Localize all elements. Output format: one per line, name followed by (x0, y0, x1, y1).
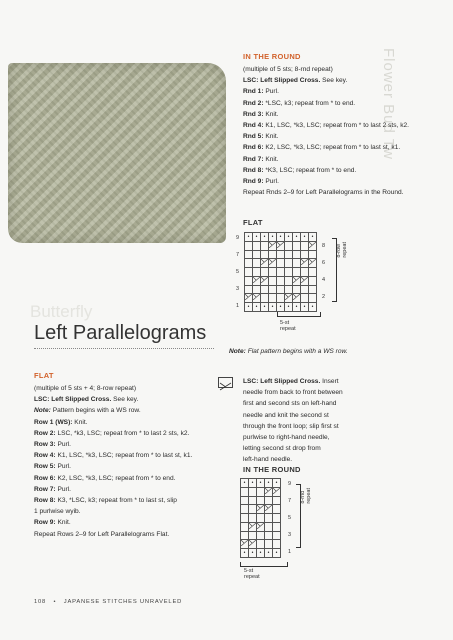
chart-cell (273, 522, 281, 531)
round-text: Knit. (263, 155, 279, 163)
flat-label: Row 2: (34, 429, 56, 437)
round-text: Repeat Rnds 2–9 for Left Parallelograms in the Round. (243, 189, 404, 197)
round-chart-heading: IN THE ROUND (243, 465, 301, 474)
round-label: Rnd 6: (243, 144, 264, 152)
flat-text: K2, LSC, *k3, LSC; repeat from * to end. (55, 474, 176, 482)
flat-label: Row 8: (34, 497, 56, 505)
chart-cell (285, 276, 293, 285)
flat-line (34, 529, 224, 540)
flat-text: Purl. (55, 441, 72, 449)
key-line: purlwise to right-hand needle, (243, 434, 330, 442)
chart-cell (245, 241, 253, 250)
lsc-cell-icon (309, 259, 317, 268)
flat-text: Purl. (55, 485, 72, 493)
chart-cell (249, 496, 257, 505)
round-heading: IN THE ROUND (243, 52, 301, 61)
rnd-num: 7 (288, 498, 292, 504)
lsc-cell-icon (249, 522, 257, 531)
round-text: K1, LSC, *k3, LSC; repeat from * to last 2 sts, k2. (263, 122, 410, 130)
chart-cell (273, 531, 281, 540)
round-line (243, 86, 448, 97)
chart-cell (249, 514, 257, 523)
chart-cell (245, 250, 253, 259)
chart-cell (265, 522, 273, 531)
chart-cell: • (269, 233, 277, 242)
chart-cell (285, 259, 293, 268)
lsc-cell-icon (257, 505, 265, 514)
flat-label: Row 3: (34, 441, 56, 449)
round-text: Knit. (263, 110, 279, 118)
chart-cell (257, 514, 265, 523)
footer-sep: • (53, 599, 57, 605)
chart-cell (293, 268, 301, 277)
flat-label: Row 6: (34, 474, 56, 482)
chart-cell (253, 285, 261, 294)
flat-line (34, 484, 224, 495)
round-label: Rnd 7: (243, 155, 264, 163)
lsc-cell-icon (269, 259, 277, 268)
flat-text: Pattern begins with a WS row. (50, 407, 141, 415)
round-line (243, 165, 448, 176)
round-line (243, 120, 448, 131)
round-line (243, 154, 448, 165)
chart-cell: • (285, 233, 293, 242)
chart-cell (261, 294, 269, 303)
flat-label: Row 7: (34, 485, 56, 493)
chart-cell (293, 250, 301, 259)
chart-cell (273, 514, 281, 523)
chart-cell: • (277, 233, 285, 242)
chart-cell (261, 268, 269, 277)
chart-cell (277, 250, 285, 259)
repeat-bracket-h (277, 312, 321, 317)
chart-cell (241, 505, 249, 514)
chart-cell (277, 294, 285, 303)
key-line: needle from back to front between (243, 389, 343, 397)
chart-cell (301, 241, 309, 250)
lsc-cell-icon (273, 487, 281, 496)
chart-cell: • (309, 233, 317, 242)
row-num: 4 (322, 277, 326, 283)
round-chart-grid (240, 478, 281, 558)
rnd-num: 3 (288, 532, 292, 538)
chart-cell: • (301, 233, 309, 242)
round-text: Knit. (263, 133, 279, 141)
chart-cell (241, 522, 249, 531)
chart-cell (249, 487, 257, 496)
round-text: See key. (320, 77, 348, 85)
flat-text: Repeat Rows 2–9 for Left Parallelograms Flat. (34, 530, 170, 538)
rnd-num: 5 (288, 515, 292, 521)
chart-cell: • (253, 233, 261, 242)
chart-cell (241, 487, 249, 496)
flat-text: See key. (111, 396, 139, 404)
round-line (243, 176, 448, 187)
lsc-cell-icon (253, 294, 261, 303)
chart-cell (265, 514, 273, 523)
title-divider (34, 348, 214, 349)
flat-text: LSC, *k3, LSC; repeat from * to last 2 sts, k2. (55, 429, 190, 437)
chart-cell (277, 268, 285, 277)
chart-cell (277, 285, 285, 294)
lsc-cell-icon (257, 522, 265, 531)
chart-cell (309, 294, 317, 303)
flat-horizontal-repeat: 5-st repeat (280, 320, 296, 332)
chart-cell: • (261, 233, 269, 242)
flat-label: Row 9: (34, 519, 56, 527)
row-num: 7 (236, 252, 240, 258)
lsc-cell-icon (269, 241, 277, 250)
chart-cell (257, 540, 265, 549)
lsc-cell-icon (301, 276, 309, 285)
chart-cell (249, 505, 257, 514)
chart-cell (273, 540, 281, 549)
chart-cell (249, 531, 257, 540)
page-title: Left Parallelograms (34, 322, 207, 344)
round-vertical-repeat: 8-rnd repeat (300, 487, 312, 504)
chart-cell: • (273, 549, 281, 558)
chart-cell (273, 505, 281, 514)
flat-chart-grid (244, 232, 317, 312)
round-label: Rnd 4: (243, 122, 264, 130)
flat-text: (multiple of 5 sts + 4; 8-row repeat) (34, 385, 137, 392)
rnd-num: 1 (288, 549, 292, 555)
chart-cell: • (249, 549, 257, 558)
book-title: JAPANESE STITCHES UNRAVELED (63, 599, 183, 605)
chart-cell (309, 276, 317, 285)
ghost-word: Butterfly (30, 302, 93, 321)
lsc-cell-icon (265, 505, 273, 514)
flat-instructions (34, 383, 224, 540)
chart-cell (301, 250, 309, 259)
chart-cell: • (265, 479, 273, 488)
lsc-cell-icon (285, 294, 293, 303)
lsc-cell-icon (245, 294, 253, 303)
chart-cell: • (249, 479, 257, 488)
page-footer (34, 599, 182, 605)
flat-line (34, 394, 224, 405)
chart-cell (301, 285, 309, 294)
round-label: Rnd 8: (243, 166, 264, 174)
ghost-page-text: Flower Bud Tw (380, 48, 397, 160)
flat-line (34, 473, 224, 484)
row-num: 8 (322, 243, 326, 249)
chart-cell: • (293, 233, 301, 242)
round-label: Rnd 5: (243, 133, 264, 141)
round-line (243, 109, 448, 120)
chart-cell: • (261, 303, 269, 312)
flat-line (34, 495, 224, 506)
round-text: (multiple of 5 sts; 8-rnd repeat) (243, 66, 333, 73)
flat-line (34, 428, 224, 439)
chart-cell (241, 531, 249, 540)
flat-line (34, 506, 224, 517)
chart-cell (301, 268, 309, 277)
chart-cell: • (245, 303, 253, 312)
repeat-bracket-h (240, 562, 288, 567)
row-num: 5 (236, 269, 240, 275)
chart-cell (245, 259, 253, 268)
round-label: LSC: Left Slipped Cross. (243, 77, 321, 85)
chart-cell (277, 276, 285, 285)
chart-cell (285, 268, 293, 277)
key-line: first and second sts on left-hand (243, 400, 337, 408)
chart-cell (269, 285, 277, 294)
chart-cell (241, 496, 249, 505)
chart-cell (293, 285, 301, 294)
lsc-cell-icon (301, 259, 309, 268)
round-line (243, 64, 448, 75)
chart-cell (245, 268, 253, 277)
chart-cell: • (285, 303, 293, 312)
flat-chart-heading: FLAT (243, 218, 263, 227)
round-instructions (243, 64, 448, 198)
lsc-cell-icon (261, 259, 269, 268)
chart-cell (261, 250, 269, 259)
rnd-num: 9 (288, 481, 292, 487)
round-text: Purl. (263, 88, 279, 96)
chart-cell: • (269, 303, 277, 312)
flat-line (34, 517, 224, 528)
chart-cell: • (253, 303, 261, 312)
chart-cell: • (301, 303, 309, 312)
chart-cell (245, 276, 253, 285)
lsc-cell-icon (293, 294, 301, 303)
chart-cell (241, 514, 249, 523)
flat-line (34, 461, 224, 472)
round-label: Rnd 2: (243, 99, 264, 107)
chart-cell: • (277, 303, 285, 312)
row-num: 9 (236, 235, 240, 241)
round-label: Rnd 9: (243, 178, 264, 186)
lsc-cell-icon (241, 540, 249, 549)
chart-cell (253, 259, 261, 268)
chart-cell (253, 241, 261, 250)
chart-cell (269, 276, 277, 285)
chart-cell: • (293, 303, 301, 312)
lsc-cell-icon (293, 276, 301, 285)
key-line: needle and knit the second st (243, 411, 329, 419)
chart-cell: • (241, 479, 249, 488)
chart-cell (253, 250, 261, 259)
flat-line (34, 383, 224, 394)
flat-text: Purl. (55, 463, 72, 471)
chart-cell (293, 241, 301, 250)
chart-cell (261, 241, 269, 250)
key-line: through the front loop; slip first st (243, 422, 339, 430)
chart-cell: • (257, 549, 265, 558)
flat-label: Note: (34, 407, 51, 415)
chart-cell: • (273, 479, 281, 488)
page-number: 108 (34, 599, 47, 605)
key-line: letting second st drop from (243, 445, 321, 453)
round-text: *LSC, k3; repeat from * to end. (263, 99, 356, 107)
chart-cell (261, 285, 269, 294)
chart-cell: • (257, 479, 265, 488)
round-label: Rnd 1: (243, 88, 264, 96)
chart-cell (253, 268, 261, 277)
chart-cell (277, 259, 285, 268)
flat-note: Note: Flat pattern begins with a WS row. (229, 348, 348, 355)
flat-text: 1 purlwise wyib. (34, 508, 81, 516)
flat-text: K3, *LSC, k3; repeat from * to last st, slip (55, 497, 177, 505)
knitted-swatch-photo (8, 63, 226, 243)
chart-cell (269, 294, 277, 303)
flat-line (34, 450, 224, 461)
chart-cell (265, 540, 273, 549)
chart-cell: • (309, 303, 317, 312)
round-horizontal-repeat: 5-st repeat (244, 568, 260, 580)
flat-line (34, 405, 224, 416)
key-line: LSC: Left Slipped Cross. Insert (243, 378, 339, 385)
flat-label: Row 5: (34, 463, 56, 471)
round-line (243, 98, 448, 109)
row-num: 6 (322, 260, 326, 266)
key-text (243, 376, 373, 466)
chart-cell (265, 496, 273, 505)
chart-cell (309, 250, 317, 259)
round-text: K2, LSC, *k3, LSC; repeat from * to last st, k1. (263, 144, 401, 152)
chart-cell (265, 531, 273, 540)
chart-cell (285, 241, 293, 250)
round-line (243, 142, 448, 153)
chart-cell (257, 487, 265, 496)
chart-cell: • (265, 549, 273, 558)
row-num: 1 (236, 303, 240, 309)
lsc-symbol-icon (218, 377, 233, 388)
flat-label: Row 4: (34, 452, 56, 460)
chart-cell (285, 250, 293, 259)
key-label: LSC: Left Slipped Cross. (243, 378, 323, 385)
chart-cell: • (241, 549, 249, 558)
chart-cell (269, 250, 277, 259)
chart-cell: • (245, 233, 253, 242)
round-text: *K3, LSC; repeat from * to end. (263, 166, 357, 174)
lsc-cell-icon (277, 241, 285, 250)
flat-text: K1, LSC, *k3, LSC; repeat from * to last st, k1. (55, 452, 193, 460)
chart-cell (285, 285, 293, 294)
chart-cell (269, 268, 277, 277)
flat-vertical-repeat: 8-row repeat (336, 242, 348, 258)
flat-line (34, 439, 224, 450)
chart-cell (245, 285, 253, 294)
row-num: 3 (236, 286, 240, 292)
flat-text: Knit. (72, 418, 88, 426)
lsc-cell-icon (265, 487, 273, 496)
round-line (243, 187, 448, 198)
round-label: Rnd 3: (243, 110, 264, 118)
lsc-cell-icon (249, 540, 257, 549)
flat-text: Knit. (55, 519, 71, 527)
chart-cell (257, 531, 265, 540)
lsc-cell-icon (309, 241, 317, 250)
lsc-cell-icon (261, 276, 269, 285)
key-line: left-hand needle. (243, 456, 293, 464)
chart-cell (301, 294, 309, 303)
flat-label: LSC: Left Slipped Cross. (34, 396, 112, 404)
chart-cell (257, 496, 265, 505)
round-text: Purl. (263, 178, 279, 186)
chart-cell (293, 259, 301, 268)
chart-cell (309, 268, 317, 277)
chart-cell (273, 496, 281, 505)
round-line (243, 131, 448, 142)
round-line (243, 75, 448, 86)
flat-label: Row 1 (WS): (34, 418, 73, 426)
flat-line (34, 417, 224, 428)
lsc-cell-icon (253, 276, 261, 285)
row-num: 2 (322, 294, 326, 300)
flat-heading: FLAT (34, 371, 54, 380)
chart-cell (309, 285, 317, 294)
